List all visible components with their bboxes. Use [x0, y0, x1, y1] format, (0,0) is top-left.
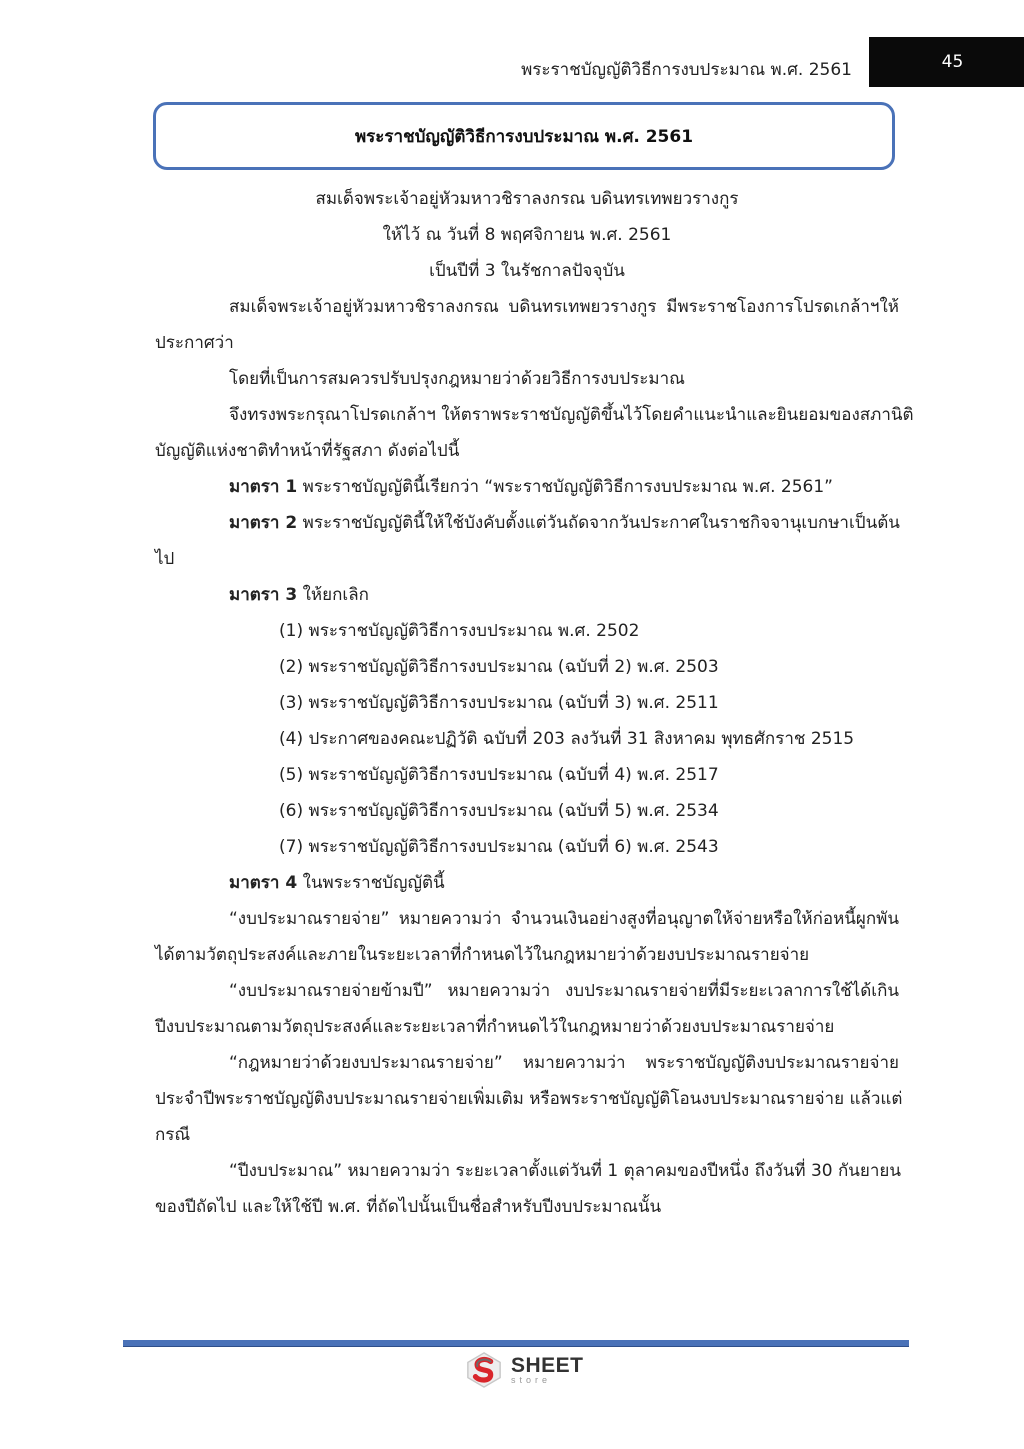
section-3-text: ให้ยกเลิก [297, 585, 369, 605]
running-header-title: พระราชบัญญัติวิธีการงบประมาณ พ.ศ. 2561 [521, 60, 852, 80]
definition-budget-line-2: ได้ตามวัตถุประสงค์และภายในระยะเวลาที่กำหนดไว้ในกฎหมายว่าด้วยงบประมาณรายจ่าย [155, 945, 810, 965]
page-number-box [869, 37, 1024, 87]
section-2-label: มาตรา 2 [229, 513, 298, 533]
footer-rule [123, 1340, 909, 1347]
section-2-continued: ไป [155, 549, 175, 569]
section-2 [155, 505, 899, 541]
repeal-item: (5) พระราชบัญญัติวิธีการงบประมาณ (ฉบับที่ 4) พ.ศ. 2517 [279, 765, 719, 785]
section-2-text: พระราชบัญญัตินี้ให้ใช้บังคับตั้งแต่วันถัดจากวันประกาศในราชกิจจานุเบกษาเป็นต้น [297, 513, 900, 533]
logo-sub: store [511, 1375, 552, 1385]
repeal-item: (7) พระราชบัญญัติวิธีการงบประมาณ (ฉบับที่ 6) พ.ศ. 2543 [279, 837, 719, 857]
whereas-clause: โดยที่เป็นการสมควรปรับปรุงกฎหมายว่าด้วยวิธีการงบประมาณ [229, 369, 685, 389]
enactment-line-1: จึงทรงพระกรุณาโปรดเกล้าฯ ให้ตราพระราชบัญญัติขึ้นไว้โดยคำแนะนำและยินยอมของสภานิติ [229, 405, 914, 425]
logo-word: SHEET [511, 1354, 584, 1377]
sheet-store-logo [465, 1350, 595, 1390]
definition-fiscal-year-line-2: ของปีถัดไป และให้ใช้ปี พ.ศ. ที่ถัดไปนั้นเป็นชื่อสำหรับปีงบประมาณนั้น [155, 1197, 662, 1217]
repeal-item: (3) พระราชบัญญัติวิธีการงบประมาณ (ฉบับที่ 3) พ.ศ. 2511 [279, 693, 719, 713]
section-4-label: มาตรา 4 [229, 873, 298, 893]
definition-budget-law-line-2: ประจำปีพระราชบัญญัติงบประมาณรายจ่ายเพิ่มเติม หรือพระราชบัญญัติโอนงบประมาณรายจ่าย แล้วแต่ [155, 1089, 903, 1109]
act-title: พระราชบัญญัติวิธีการงบประมาณ พ.ศ. 2561 [354, 126, 694, 147]
section-1 [155, 469, 899, 505]
preamble-reign: เป็นปีที่ 3 ในรัชกาลปัจจุบัน [429, 261, 625, 281]
document-body [155, 181, 914, 1225]
act-title-box [153, 102, 895, 170]
definition-multiyear-line-2: ปีงบประมาณตามวัตถุประสงค์และระยะเวลาที่กำหนดไว้ในกฎหมายว่าด้วยงบประมาณรายจ่าย [155, 1017, 835, 1037]
definition-budget-law-line-3: กรณี [155, 1125, 191, 1145]
section-1-text: พระราชบัญญัตินี้เรียกว่า “พระราชบัญญัติวิธีการงบประมาณ พ.ศ. 2561” [297, 477, 833, 497]
section-4 [155, 865, 899, 901]
proclamation-line-1: สมเด็จพระเจ้าอยู่หัวมหาวชิราลงกรณ บดินทรเทพยวรางกูร มีพระราชโองการโปรดเกล้าฯให้ [229, 297, 899, 317]
page-number: 45 [941, 52, 964, 72]
section-3-label: มาตรา 3 [229, 585, 298, 605]
preamble-king: สมเด็จพระเจ้าอยู่หัวมหาวชิราลงกรณ บดินทรเทพยวรางกูร [315, 189, 739, 209]
definition-fiscal-year-line-1: “ปีงบประมาณ” หมายความว่า ระยะเวลาตั้งแต่วันที่ 1 ตุลาคมของปีหนึ่ง ถึงวันที่ 30 กันยายน [229, 1161, 902, 1181]
sheet-store-wordmark [511, 1355, 584, 1385]
repeal-item: (4) ประกาศของคณะปฏิวัติ ฉบับที่ 203 ลงวันที่ 31 สิงหาคม พุทธศักราช 2515 [279, 729, 855, 749]
repeal-item: (2) พระราชบัญญัติวิธีการงบประมาณ (ฉบับที่ 2) พ.ศ. 2503 [279, 657, 719, 677]
enactment-line-2: บัญญัติแห่งชาติทำหน้าที่รัฐสภา ดังต่อไปนี้ [155, 441, 460, 461]
preamble-date: ให้ไว้ ณ วันที่ 8 พฤศจิกายน พ.ศ. 2561 [382, 225, 672, 245]
definition-budget-line-1: “งบประมาณรายจ่าย” หมายความว่า จำนวนเงินอย่างสูงที่อนุญาตให้จ่ายหรือให้ก่อหนี้ผูกพัน [229, 909, 899, 929]
repeal-item: (1) พระราชบัญญัติวิธีการงบประมาณ พ.ศ. 2502 [279, 621, 640, 641]
section-3 [155, 577, 899, 613]
repeal-item: (6) พระราชบัญญัติวิธีการงบประมาณ (ฉบับที่ 5) พ.ศ. 2534 [279, 801, 719, 821]
sheet-store-logo-icon [465, 1351, 503, 1389]
definition-budget-law-line-1: “กฎหมายว่าด้วยงบประมาณรายจ่าย” หมายความว่า พระราชบัญญัติงบประมาณรายจ่าย [229, 1053, 899, 1073]
section-1-label: มาตรา 1 [229, 477, 298, 497]
section-4-text: ในพระราชบัญญัตินี้ [297, 873, 445, 893]
definition-multiyear-line-1: “งบประมาณรายจ่ายข้ามปี” หมายความว่า งบประมาณรายจ่ายที่มีระยะเวลาการใช้ได้เกิน [229, 981, 899, 1001]
proclamation-line-2: ประกาศว่า [155, 333, 234, 353]
